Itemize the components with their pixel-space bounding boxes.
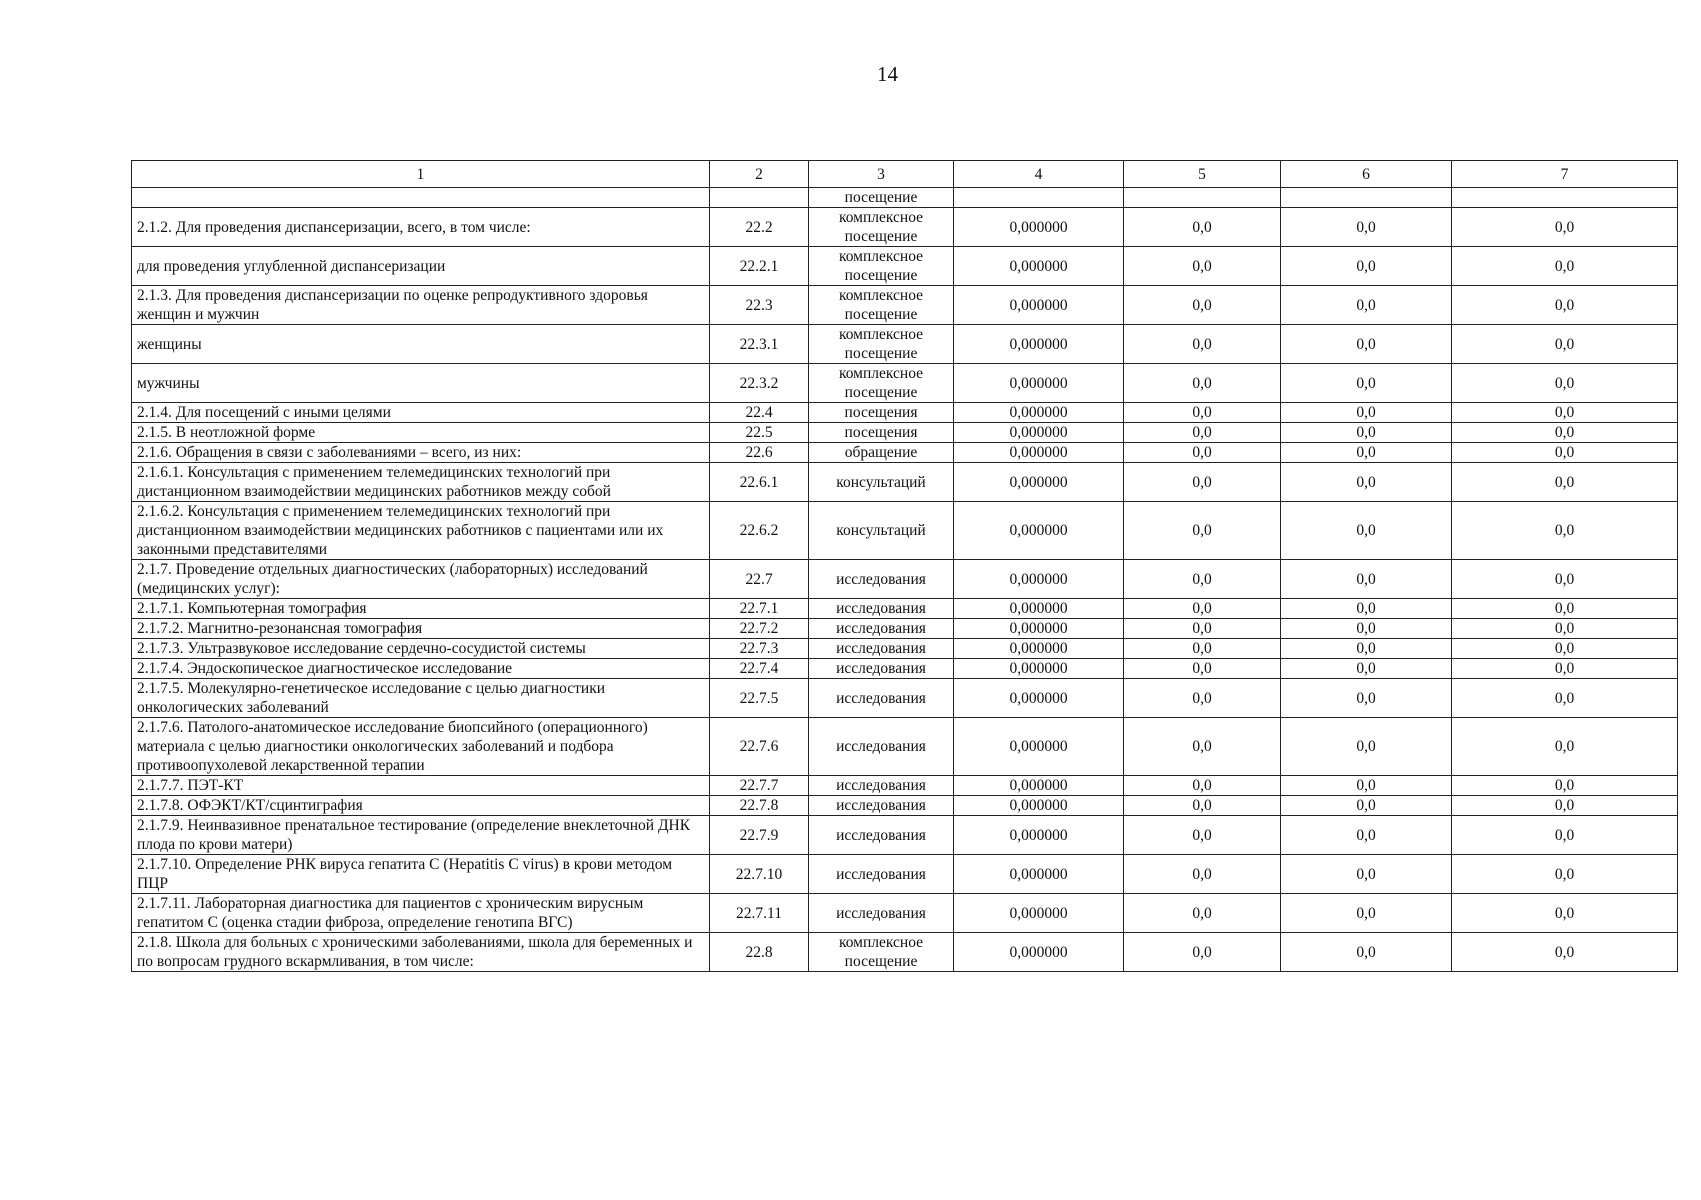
- table-row: [132, 619, 1678, 639]
- table-row: [132, 718, 1678, 776]
- row-value-col6: 0,0: [1281, 718, 1452, 776]
- table-row: [132, 325, 1678, 364]
- table-row: [132, 679, 1678, 718]
- row-value-col4: 0,000000: [954, 325, 1124, 364]
- row-value-col4: 0,000000: [954, 659, 1124, 679]
- row-value-col7: [1452, 188, 1678, 208]
- row-unit: исследования: [809, 796, 954, 816]
- row-value-col4: 0,000000: [954, 816, 1124, 855]
- row-value-col5: 0,0: [1124, 599, 1281, 619]
- row-value-col6: 0,0: [1281, 403, 1452, 423]
- row-unit: исследования: [809, 560, 954, 599]
- row-name: 2.1.7.1. Компьютерная томография: [132, 599, 710, 619]
- row-number: 22.6.2: [710, 502, 809, 560]
- table-row: [132, 796, 1678, 816]
- table-row: [132, 403, 1678, 423]
- row-value-col7: 0,0: [1452, 718, 1678, 776]
- row-number: 22.7.8: [710, 796, 809, 816]
- row-value-col6: 0,0: [1281, 463, 1452, 502]
- row-value-col4: 0,000000: [954, 718, 1124, 776]
- row-value-col7: 0,0: [1452, 325, 1678, 364]
- row-name: 2.1.6. Обращения в связи с заболеваниями – всего, из них:: [132, 443, 710, 463]
- row-value-col4: 0,000000: [954, 502, 1124, 560]
- row-unit: комплексное посещение: [809, 364, 954, 403]
- row-value-col5: 0,0: [1124, 659, 1281, 679]
- row-unit: комплексное посещение: [809, 286, 954, 325]
- row-unit: посещения: [809, 403, 954, 423]
- row-value-col5: 0,0: [1124, 894, 1281, 933]
- table-row: [132, 855, 1678, 894]
- row-value-col4: 0,000000: [954, 443, 1124, 463]
- row-value-col5: 0,0: [1124, 247, 1281, 286]
- row-value-col6: 0,0: [1281, 933, 1452, 972]
- row-value-col7: 0,0: [1452, 443, 1678, 463]
- table-row: [132, 364, 1678, 403]
- row-value-col5: 0,0: [1124, 403, 1281, 423]
- row-value-col5: 0,0: [1124, 208, 1281, 247]
- row-value-col5: 0,0: [1124, 325, 1281, 364]
- row-number: 22.5: [710, 423, 809, 443]
- row-value-col7: 0,0: [1452, 796, 1678, 816]
- row-value-col7: 0,0: [1452, 816, 1678, 855]
- row-value-col5: 0,0: [1124, 364, 1281, 403]
- row-value-col7: 0,0: [1452, 619, 1678, 639]
- row-value-col6: 0,0: [1281, 247, 1452, 286]
- column-header-1: 1: [132, 161, 710, 188]
- row-unit: исследования: [809, 894, 954, 933]
- row-name: 2.1.7.8. ОФЭКТ/КТ/сцинтиграфия: [132, 796, 710, 816]
- row-name: 2.1.7.7. ПЭТ-КТ: [132, 776, 710, 796]
- table-row: [132, 776, 1678, 796]
- row-value-col6: 0,0: [1281, 639, 1452, 659]
- row-number: 22.7.1: [710, 599, 809, 619]
- row-unit: комплексное посещение: [809, 933, 954, 972]
- row-name: 2.1.7. Проведение отдельных диагностических (лабораторных) исследований (медицинских услуг):: [132, 560, 710, 599]
- row-value-col5: [1124, 188, 1281, 208]
- column-header-5: 5: [1124, 161, 1281, 188]
- row-name: 2.1.3. Для проведения диспансеризации по оценке репродуктивного здоровья женщин и мужчин: [132, 286, 710, 325]
- row-value-col4: 0,000000: [954, 855, 1124, 894]
- column-header-6: 6: [1281, 161, 1452, 188]
- table-row: [132, 933, 1678, 972]
- row-value-col4: 0,000000: [954, 599, 1124, 619]
- row-value-col5: 0,0: [1124, 463, 1281, 502]
- row-number: 22.7.6: [710, 718, 809, 776]
- row-number: 22.6: [710, 443, 809, 463]
- table-body: [132, 188, 1678, 972]
- row-value-col7: 0,0: [1452, 364, 1678, 403]
- row-value-col4: 0,000000: [954, 364, 1124, 403]
- row-number: [710, 188, 809, 208]
- row-name: 2.1.7.5. Молекулярно-генетическое исследование с целью диагностики онкологических заболеваний: [132, 679, 710, 718]
- row-unit: исследования: [809, 855, 954, 894]
- row-value-col7: 0,0: [1452, 599, 1678, 619]
- row-value-col6: 0,0: [1281, 599, 1452, 619]
- row-value-col7: 0,0: [1452, 659, 1678, 679]
- row-value-col6: 0,0: [1281, 679, 1452, 718]
- row-value-col6: 0,0: [1281, 816, 1452, 855]
- row-name: 2.1.6.1. Консультация с применением телемедицинских технологий при дистанционном взаимодействии медицинских работников между собой: [132, 463, 710, 502]
- row-name: 2.1.7.3. Ультразвуковое исследование сердечно-сосудистой системы: [132, 639, 710, 659]
- row-value-col4: 0,000000: [954, 619, 1124, 639]
- row-value-col4: 0,000000: [954, 796, 1124, 816]
- row-value-col5: 0,0: [1124, 776, 1281, 796]
- row-number: 22.4: [710, 403, 809, 423]
- row-value-col7: 0,0: [1452, 502, 1678, 560]
- row-number: 22.6.1: [710, 463, 809, 502]
- row-value-col4: 0,000000: [954, 776, 1124, 796]
- row-name: женщины: [132, 325, 710, 364]
- row-value-col4: 0,000000: [954, 894, 1124, 933]
- row-unit: исследования: [809, 679, 954, 718]
- row-value-col4: 0,000000: [954, 463, 1124, 502]
- row-value-col6: 0,0: [1281, 364, 1452, 403]
- row-name: 2.1.4. Для посещений с иными целями: [132, 403, 710, 423]
- table-row: [132, 247, 1678, 286]
- table-row: [132, 560, 1678, 599]
- row-value-col6: 0,0: [1281, 894, 1452, 933]
- row-name: 2.1.7.4. Эндоскопическое диагностическое исследование: [132, 659, 710, 679]
- table-row: [132, 502, 1678, 560]
- column-header-3: 3: [809, 161, 954, 188]
- table-row: [132, 286, 1678, 325]
- page-number: 14: [877, 62, 898, 86]
- row-unit: комплексное посещение: [809, 208, 954, 247]
- table-row: [132, 816, 1678, 855]
- data-table: [131, 160, 1678, 972]
- row-name: мужчины: [132, 364, 710, 403]
- row-number: 22.7.11: [710, 894, 809, 933]
- table-row: [132, 423, 1678, 443]
- table-row: [132, 208, 1678, 247]
- row-value-col4: 0,000000: [954, 403, 1124, 423]
- row-value-col7: 0,0: [1452, 679, 1678, 718]
- column-header-4: 4: [954, 161, 1124, 188]
- row-number: 22.2.1: [710, 247, 809, 286]
- column-header-7: 7: [1452, 161, 1678, 188]
- row-value-col6: 0,0: [1281, 325, 1452, 364]
- row-value-col4: 0,000000: [954, 423, 1124, 443]
- row-value-col7: 0,0: [1452, 894, 1678, 933]
- row-name: 2.1.7.6. Патолого-анатомическое исследование биопсийного (операционного) материала с целью диагностики онкологических заболеваний и подбора противоопухолевой лекарственной терапии: [132, 718, 710, 776]
- row-unit: консультаций: [809, 463, 954, 502]
- table-row: [132, 443, 1678, 463]
- row-unit: посещения: [809, 423, 954, 443]
- row-value-col6: 0,0: [1281, 796, 1452, 816]
- table-row: [132, 659, 1678, 679]
- row-number: 22.8: [710, 933, 809, 972]
- row-value-col7: 0,0: [1452, 776, 1678, 796]
- row-number: 22.7.5: [710, 679, 809, 718]
- row-value-col7: 0,0: [1452, 247, 1678, 286]
- row-value-col5: 0,0: [1124, 933, 1281, 972]
- row-number: 22.7.10: [710, 855, 809, 894]
- row-value-col6: 0,0: [1281, 208, 1452, 247]
- row-name: 2.1.7.10. Определение РНК вируса гепатита С (Hepatitis C virus) в крови методом ПЦР: [132, 855, 710, 894]
- row-value-col6: 0,0: [1281, 619, 1452, 639]
- row-value-col5: 0,0: [1124, 286, 1281, 325]
- row-value-col4: 0,000000: [954, 679, 1124, 718]
- row-unit: исследования: [809, 659, 954, 679]
- row-value-col4: 0,000000: [954, 560, 1124, 599]
- row-value-col7: 0,0: [1452, 933, 1678, 972]
- row-value-col5: 0,0: [1124, 796, 1281, 816]
- row-number: 22.3: [710, 286, 809, 325]
- row-unit: обращение: [809, 443, 954, 463]
- row-number: 22.3.1: [710, 325, 809, 364]
- row-name: 2.1.7.2. Магнитно-резонансная томография: [132, 619, 710, 639]
- header-row: [132, 161, 1678, 188]
- row-value-col5: 0,0: [1124, 443, 1281, 463]
- table-row: [132, 188, 1678, 208]
- row-value-col6: 0,0: [1281, 659, 1452, 679]
- row-name: для проведения углубленной диспансеризации: [132, 247, 710, 286]
- row-value-col7: 0,0: [1452, 286, 1678, 325]
- row-unit: исследования: [809, 816, 954, 855]
- row-name: 2.1.7.11. Лабораторная диагностика для пациентов с хроническим вирусным гепатитом С (оценка стадии фиброза, определение генотипа ВГС): [132, 894, 710, 933]
- row-name: [132, 188, 710, 208]
- row-unit: исследования: [809, 639, 954, 659]
- row-number: 22.7.7: [710, 776, 809, 796]
- row-value-col7: 0,0: [1452, 639, 1678, 659]
- row-value-col5: 0,0: [1124, 718, 1281, 776]
- row-value-col4: [954, 188, 1124, 208]
- row-value-col6: 0,0: [1281, 286, 1452, 325]
- row-value-col5: 0,0: [1124, 619, 1281, 639]
- row-value-col6: [1281, 188, 1452, 208]
- row-value-col5: 0,0: [1124, 639, 1281, 659]
- row-name: 2.1.7.9. Неинвазивное пренатальное тестирование (определение внеклеточной ДНК плода по крови матери): [132, 816, 710, 855]
- row-unit: исследования: [809, 619, 954, 639]
- row-value-col6: 0,0: [1281, 855, 1452, 894]
- row-unit: консультаций: [809, 502, 954, 560]
- row-unit: исследования: [809, 599, 954, 619]
- row-name: 2.1.8. Школа для больных с хроническими заболеваниями, школа для беременных и по вопросам грудного вскармливания, в том числе:: [132, 933, 710, 972]
- row-value-col4: 0,000000: [954, 286, 1124, 325]
- row-name: 2.1.2. Для проведения диспансеризации, всего, в том числе:: [132, 208, 710, 247]
- row-value-col5: 0,0: [1124, 502, 1281, 560]
- row-unit: комплексное посещение: [809, 325, 954, 364]
- row-value-col4: 0,000000: [954, 639, 1124, 659]
- row-number: 22.7.4: [710, 659, 809, 679]
- row-value-col7: 0,0: [1452, 403, 1678, 423]
- row-number: 22.7.3: [710, 639, 809, 659]
- row-number: 22.7: [710, 560, 809, 599]
- row-value-col5: 0,0: [1124, 560, 1281, 599]
- row-value-col6: 0,0: [1281, 423, 1452, 443]
- row-number: 22.3.2: [710, 364, 809, 403]
- row-value-col6: 0,0: [1281, 560, 1452, 599]
- row-value-col7: 0,0: [1452, 208, 1678, 247]
- row-unit: исследования: [809, 718, 954, 776]
- row-number: 22.2: [710, 208, 809, 247]
- row-value-col7: 0,0: [1452, 463, 1678, 502]
- row-value-col7: 0,0: [1452, 423, 1678, 443]
- row-value-col6: 0,0: [1281, 443, 1452, 463]
- row-value-col4: 0,000000: [954, 247, 1124, 286]
- table-row: [132, 639, 1678, 659]
- row-name: 2.1.6.2. Консультация с применением телемедицинских технологий при дистанционном взаимодействии медицинских работников с пациентами или их законными представителями: [132, 502, 710, 560]
- row-unit: посещение: [809, 188, 954, 208]
- table-row: [132, 463, 1678, 502]
- table-row: [132, 894, 1678, 933]
- row-number: 22.7.2: [710, 619, 809, 639]
- row-value-col5: 0,0: [1124, 855, 1281, 894]
- row-name: 2.1.5. В неотложной форме: [132, 423, 710, 443]
- row-value-col5: 0,0: [1124, 816, 1281, 855]
- row-value-col5: 0,0: [1124, 679, 1281, 718]
- row-number: 22.7.9: [710, 816, 809, 855]
- table-row: [132, 599, 1678, 619]
- row-unit: комплексное посещение: [809, 247, 954, 286]
- row-unit: исследования: [809, 776, 954, 796]
- column-header-2: 2: [710, 161, 809, 188]
- row-value-col7: 0,0: [1452, 855, 1678, 894]
- row-value-col4: 0,000000: [954, 933, 1124, 972]
- row-value-col7: 0,0: [1452, 560, 1678, 599]
- row-value-col6: 0,0: [1281, 502, 1452, 560]
- row-value-col4: 0,000000: [954, 208, 1124, 247]
- row-value-col6: 0,0: [1281, 776, 1452, 796]
- row-value-col5: 0,0: [1124, 423, 1281, 443]
